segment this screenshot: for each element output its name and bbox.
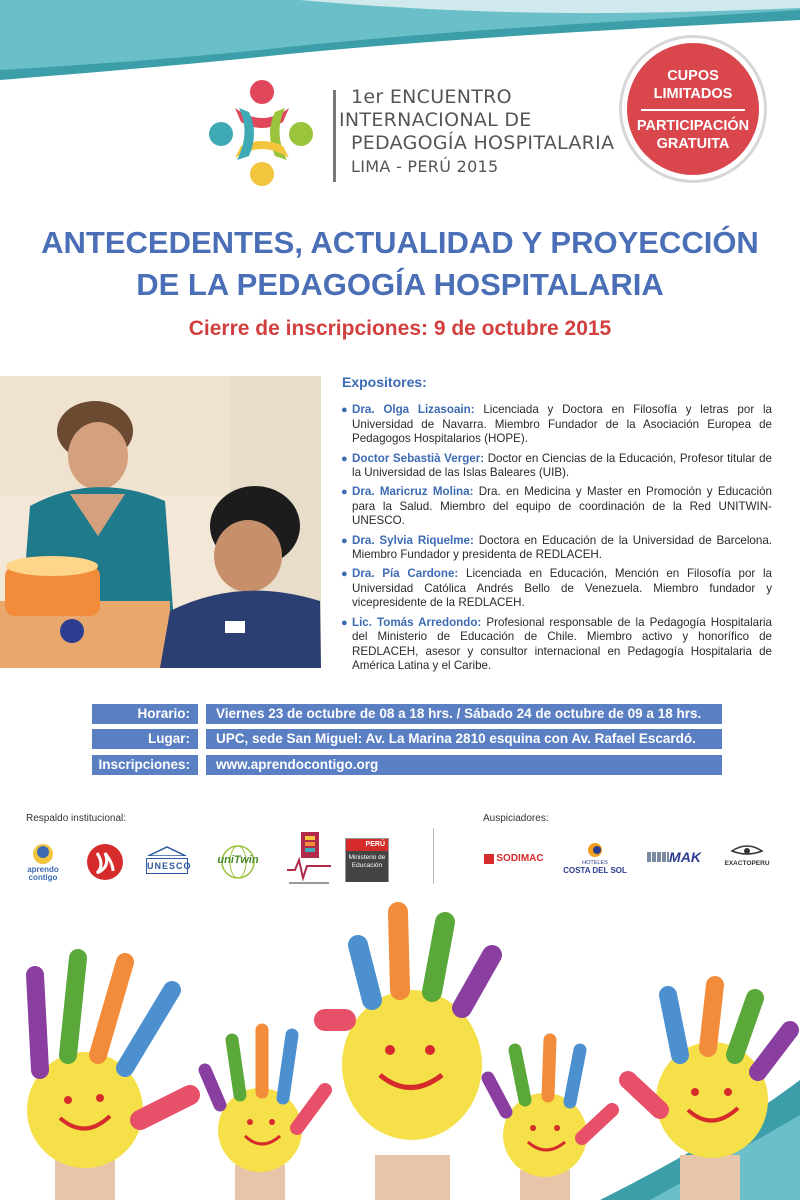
aprendo-line2: contigo — [28, 873, 58, 882]
speaker-item — [340, 616, 772, 674]
badge-line3: PARTICIPACIÓN — [636, 118, 750, 134]
speaker-name: Dra. Olga Lizasoain: — [352, 403, 475, 417]
mak-text: MAK — [669, 849, 701, 865]
unesco-logo — [146, 846, 192, 878]
event-title — [333, 86, 633, 178]
bullet-icon: ● — [341, 404, 348, 417]
upc-logo — [85, 843, 125, 881]
speakers-heading: Expositores: — [342, 374, 427, 390]
speaker-description: Licenciada en Educación, Mención en Filosofía por la Universidad Católica Andrés Bello de Venezuela. Miembro fundador y vicepresidente de la REDLACEH. — [352, 567, 772, 610]
minedu-country: PERÚ — [346, 839, 388, 851]
logos-divider — [433, 828, 434, 884]
costa-small-text: HOTELES — [582, 860, 608, 866]
sponsors-label: Auspiciadores: — [483, 813, 549, 824]
badge-line2: LIMITADOS — [653, 86, 733, 102]
redlaceh-logo — [285, 830, 333, 888]
institutional-support-label: Respaldo institucional: — [26, 813, 127, 824]
sodimac-logo — [479, 853, 549, 869]
bullet-icon: ● — [341, 568, 348, 581]
aprendo-contigo-icon — [22, 842, 64, 864]
speaker-description: Profesional responsable de la Pedagogía Hospitalaria del Ministerio de Educación de Chile. Miembro activo y honorífico de REDLACEH, asesor y consultor internacional en Pedagogía Hospitalaria de América Latina y el Caribe. — [352, 615, 772, 672]
place-label: Lugar: — [92, 729, 198, 749]
title-divider — [333, 90, 336, 182]
exactoperu-text: EXACTOPERU — [724, 860, 770, 867]
unitwin-text: uniTwin — [217, 854, 259, 866]
speaker-name: Dra. Pía Cardone: — [352, 567, 459, 581]
costa-main-text: COSTA DEL SOL — [563, 866, 627, 875]
unesco-roof-icon — [146, 846, 188, 856]
place-value: UPC, sede San Miguel: Av. La Marina 2810 esquina con Av. Rafael Escardó. — [206, 729, 722, 749]
headline-line2: DE LA PEDAGOGÍA HOSPITALARIA — [136, 267, 664, 302]
speaker-description: Licenciada y Doctora en Filosofía y letras por la Universidad de Navarra. Miembro Fundador de la Asociación Europea de Pedagogos Hospitalarios (HOPE). — [352, 403, 772, 446]
badge-line4: GRATUITA — [656, 136, 730, 152]
registration-deadline: Cierre de inscripciones: 9 de octubre 2015 — [188, 317, 612, 340]
painted-hands-illustration — [0, 900, 800, 1200]
minedu-logo — [345, 838, 389, 882]
schedule-label: Horario: — [92, 704, 198, 724]
badge-separator — [641, 109, 745, 111]
teacher-child-photo — [0, 376, 321, 668]
event-location: LIMA - PERÚ 2015 — [351, 157, 499, 176]
speaker-item — [340, 534, 772, 563]
speaker-name: Lic. Tomás Arredondo: — [352, 615, 482, 629]
speaker-name: Dra. Maricruz Molina: — [352, 485, 474, 499]
event-title-line2: INTERNACIONAL DE — [339, 109, 532, 131]
schedule-value: Viernes 23 de octubre de 08 a 18 hrs. / Sábado 24 de octubre de 09 a 18 hrs. — [206, 704, 722, 724]
bullet-icon: ● — [341, 486, 348, 499]
event-title-line1: 1er ENCUENTRO — [351, 86, 512, 108]
minedu-line2: Educación — [351, 862, 383, 869]
speaker-item — [340, 403, 772, 446]
mak-logo — [640, 849, 708, 867]
bullet-icon: ● — [341, 616, 348, 629]
registration-label: Inscripciones: — [92, 755, 198, 775]
speakers-section — [340, 375, 772, 678]
speaker-item — [340, 452, 772, 481]
sodimac-icon — [484, 854, 494, 864]
exactoperu-logo — [718, 844, 776, 870]
sodimac-text: SODIMAC — [496, 853, 544, 864]
speaker-name: Doctor Sebastià Verger: — [352, 451, 485, 465]
costa-del-sol-logo — [560, 842, 630, 882]
eye-icon — [718, 844, 776, 858]
bullet-icon: ● — [341, 534, 348, 547]
speaker-description: Doctor en Ciencias de la Educación, Profesor titular de la Universidad de las Islas Baleares (UIB). — [352, 451, 772, 480]
costa-del-sol-icon — [560, 842, 630, 858]
aprendo-line1: aprendo — [27, 865, 59, 874]
main-headline — [0, 222, 800, 306]
mak-icon — [647, 852, 669, 862]
registration-link[interactable]: www.aprendocontigo.org — [206, 755, 722, 775]
speaker-item — [340, 485, 772, 528]
headline-line1: ANTECEDENTES, ACTUALIDAD Y PROYECCIÓN — [41, 225, 759, 260]
bullet-icon: ● — [341, 452, 348, 465]
event-title-line3: PEDAGOGÍA HOSPITALARIA — [351, 132, 615, 154]
limited-spots-badge — [622, 38, 764, 180]
badge-line1: CUPOS — [667, 68, 719, 84]
speaker-description: Doctora en Educación de la Universidad de Barcelona. Miembro Fundador y presidenta de REDLACEH. — [352, 533, 772, 562]
minedu-line1: Ministerio de — [348, 854, 386, 861]
speaker-name: Dra. Sylvia Riquelme: — [352, 533, 474, 547]
aprendo-contigo-logo — [22, 842, 64, 882]
unesco-text: UNESCO — [146, 858, 188, 874]
speaker-item — [340, 567, 772, 610]
speaker-description: Dra. en Medicina y Master en Promoción y Educación para la Salud. Miembro del equipo de coordinación de la Red UNITWIN-UNESCO. — [352, 485, 772, 528]
event-logo — [205, 78, 320, 188]
unitwin-logo — [210, 840, 266, 882]
